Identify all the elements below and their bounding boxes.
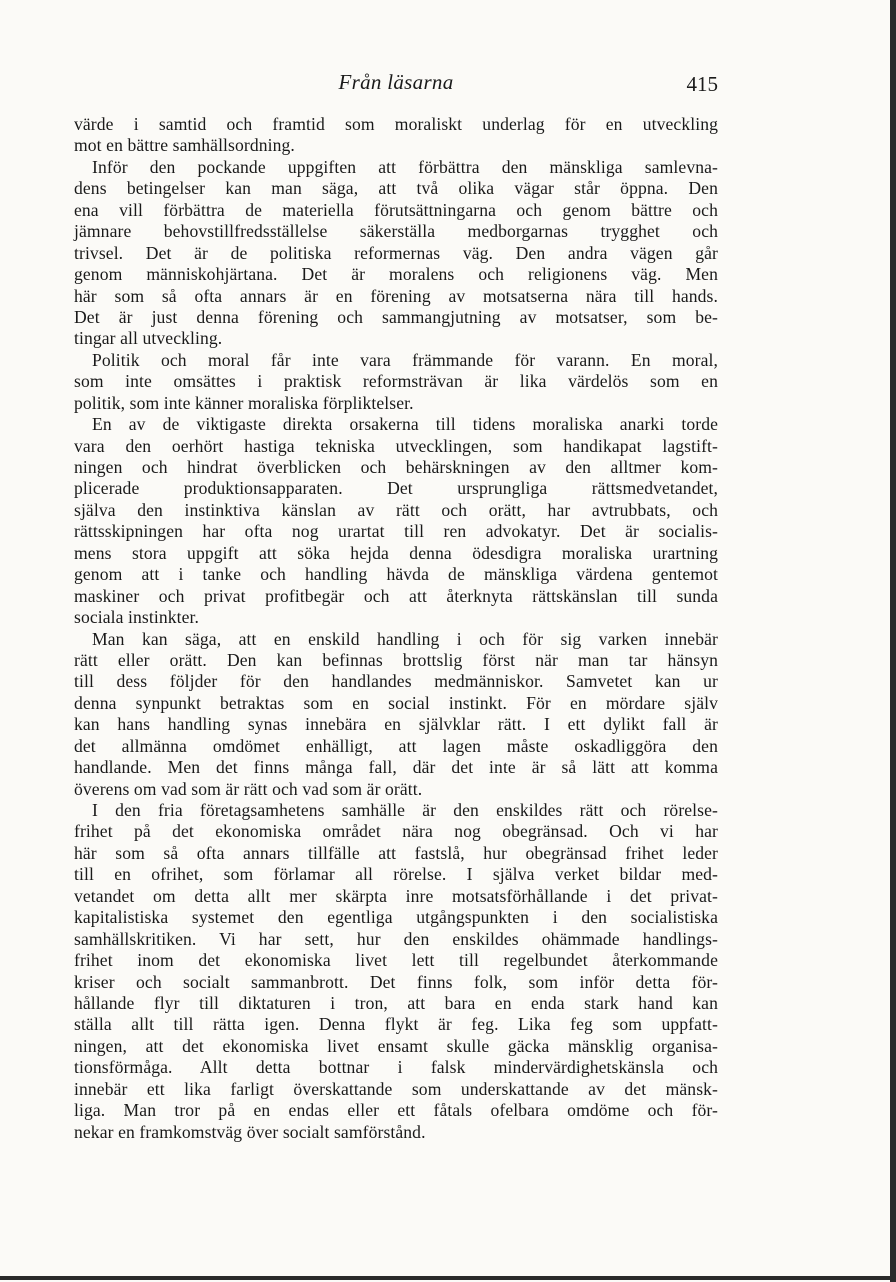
text-line: rätt eller orätt. Den kan befinnas brottslig först när man tar hänsyn: [74, 649, 718, 670]
text-line: ningen och hindrat överblicken och behärskningen av den alltmer kom-: [74, 457, 718, 477]
text-line: innebär ett lika farligt överskattande som underskattande av det mänsk-: [74, 1078, 718, 1099]
text-line: det allmänna omdömet enhälligt, att lagen måste oskadliggöra den: [74, 735, 718, 756]
text-line: Politik och moral får inte vara främmande för varann. En moral,: [92, 349, 718, 370]
text-line: vetandet om detta allt mer skärpta inre motsatsförhållande i det privat-: [74, 885, 718, 906]
text-line: Inför den pockande uppgiften att förbättra den mänskliga samlevna-: [92, 156, 718, 177]
text-line: ningen, att det ekonomiska livet ensamt skulle gäcka mänsklig organisa-: [74, 1035, 718, 1056]
text-line: till en ofrihet, som förlamar all rörelse. I själva verket bildar med-: [74, 864, 718, 885]
text-line: kan hans handling synas innebära en självklar rätt. I ett dylikt fall är: [74, 714, 718, 735]
text-line: till dess följder för den handlandes medmänniskor. Samvetet kan ur: [74, 671, 718, 692]
text-line: vara den oerhört hastiga tekniska utvecklingen, som handikapat lagstift-: [74, 435, 718, 456]
text-line: mot en bättre samhällsordning.: [74, 135, 295, 156]
text-line: frihet inom det ekonomiska livet lett till regelbundet återkommande: [74, 950, 718, 971]
text-line: tionsförmåga. Allt detta bottnar i falsk mindervärdighetskänsla och: [74, 1057, 718, 1078]
text-line: samhällskritiken. Vi har sett, hur den enskildes ohämmade handlings-: [74, 928, 718, 949]
text-line: tingar all utveckling.: [74, 328, 223, 349]
paragraph: [74, 350, 718, 414]
running-title: Från läsarna: [338, 70, 454, 94]
text-line: genom människohjärtana. Det är moralens och religionens väg. Men: [74, 264, 718, 285]
text-line: kriser och socialt sammanbrott. Det finns folk, som inför detta för-: [74, 971, 718, 992]
running-head: [74, 70, 718, 100]
text-line: kapitalistiska systemet den egentliga utgångspunkten i den socialistiska: [74, 907, 718, 928]
text-line: genom att i tanke och handling hävda de mänskliga värdena gentemot: [74, 564, 718, 585]
text-line: liga. Man tror på en endas eller ett fåtals ofelbara omdöme och för-: [74, 1100, 718, 1121]
text-line: En av de viktigaste direkta orsakerna till tidens moraliska anarki torde: [92, 414, 718, 435]
page-number: 415: [686, 72, 718, 96]
scan-edge-bottom: [0, 1276, 896, 1280]
text-line: värde i samtid och framtid som moraliskt underlag för en utveckling: [74, 114, 718, 134]
paragraph: [74, 157, 718, 350]
text-line: dens betingelser kan man säga, att två olika vägar står öppna. Den: [74, 178, 718, 199]
text-line: nekar en framkomstväg över socialt samförstånd.: [74, 1121, 426, 1142]
text-line: ställa allt till rätta igen. Denna flykt är feg. Lika feg som uppfatt-: [74, 1014, 718, 1035]
text-line: överens om vad som är rätt och vad som är orätt.: [74, 778, 423, 799]
text-line: politik, som inte känner moraliska förpliktelser.: [74, 392, 414, 413]
paragraph: [74, 800, 718, 1143]
text-line: Man kan säga, att en enskild handling i och för sig varken innebär: [92, 628, 718, 649]
text-line: sociala instinkter.: [74, 607, 200, 628]
text-line: denna synpunkt betraktas som en social instinkt. För en mördare själv: [74, 692, 718, 713]
scan-edge-right: [890, 0, 896, 1282]
text-line: rättsskipningen har ofta nog urartat till ren advokatyr. Det är socialis-: [74, 521, 718, 542]
paragraph: [74, 414, 718, 628]
text-line: som inte omsättes i praktisk reformsträvan är lika värdelös som en: [74, 371, 718, 392]
text-line: jämnare behovstillfredsställelse säkerställa medborgarnas trygghet och: [74, 221, 718, 242]
text-line: frihet på det ekonomiska området nära nog obegränsad. Och vi har: [74, 821, 718, 842]
text-line: här som så ofta annars är en förening av motsatserna nära till hands.: [74, 285, 718, 306]
text-line: mens stora uppgift att söka hejda denna ödesdigra moraliska urartning: [74, 542, 718, 563]
paragraph: [74, 114, 718, 157]
text-line: ena vill förbättra de materiella förutsättningarna och genom bättre och: [74, 199, 718, 220]
text-line: plicerade produktionsapparaten. Det ursprungliga rättsmedvetandet,: [74, 478, 718, 499]
text-line: maskiner och privat profitbegär och att återknyta rättskänslan till sunda: [74, 585, 718, 606]
text-line: handlande. Men det finns många fall, där det inte är så lätt att komma: [74, 757, 718, 778]
body-text: [74, 114, 718, 1143]
text-line: Det är just denna förening och sammangjutning av motsatser, som be-: [74, 306, 718, 327]
text-line: här som så ofta annars tillfälle att fastslå, hur obegränsad frihet leder: [74, 842, 718, 863]
text-line: trivsel. Det är de politiska reformernas väg. Den andra vägen går: [74, 242, 718, 263]
text-line: hållande flyr till diktaturen i tron, att bara en enda stark hand kan: [74, 992, 718, 1013]
paragraph: [74, 629, 718, 801]
text-line: själva den instinktiva känslan av rätt och orätt, har avtrubbats, och: [74, 499, 718, 520]
text-line: I den fria företagsamhetens samhälle är den enskildes rätt och rörelse-: [92, 800, 718, 820]
